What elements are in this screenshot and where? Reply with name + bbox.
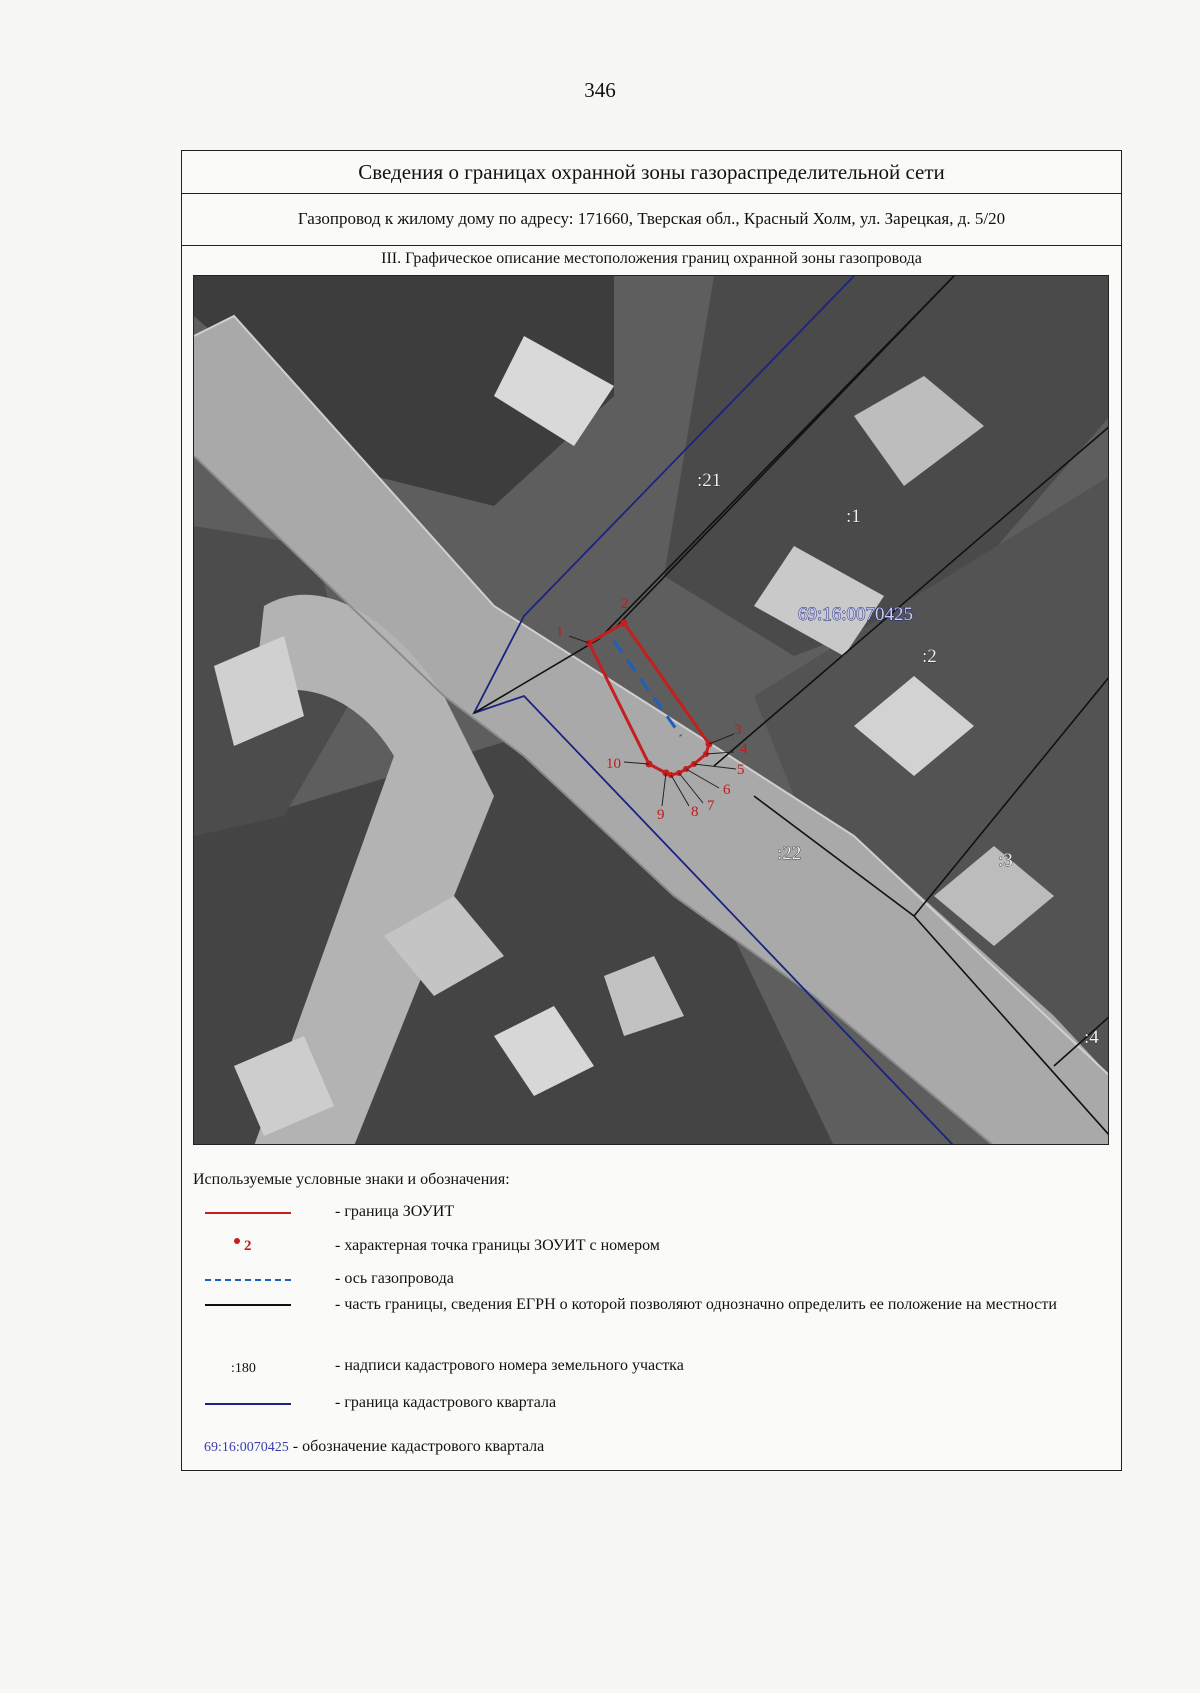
parcel-label-3: :3	[998, 850, 1013, 871]
legend-text: - граница ЗОУИТ	[335, 1203, 455, 1220]
point-label-3: 3	[734, 722, 742, 738]
legend-text: - граница кадастрового квартала	[335, 1394, 557, 1411]
legend-item-quarter-label	[204, 1438, 544, 1456]
legend-symbol-parcel-label: :180	[231, 1361, 256, 1376]
legend-item-parcel-boundary	[182, 1298, 1121, 1344]
legend-item-gas-axis	[182, 1265, 1121, 1295]
legend-item-quarter-boundary	[182, 1389, 1121, 1419]
legend-text: - часть границы, сведения ЕГРН о которой позволяют однозначно определить ее положение на местности	[335, 1296, 1057, 1313]
legend-text: - характерная точка границы ЗОУИТ с номером	[335, 1237, 660, 1254]
parcel-label-21: :21	[697, 470, 722, 491]
document-title: Сведения о границах охранной зоны газораспределительной сети	[182, 151, 1121, 194]
point-label-6: 6	[723, 782, 731, 798]
legend-item-parcel-label	[182, 1355, 1121, 1385]
document-frame	[181, 150, 1122, 1471]
point-label-2: 2	[621, 596, 629, 612]
point-label-9: 9	[657, 807, 665, 823]
point-label-10: 10	[606, 756, 621, 772]
parcel-label-22: :22	[777, 843, 802, 864]
object-address: Газопровод к жилому дому по адресу: 171660, Тверская обл., Красный Холм, ул. Зарецкая, д. 5/20	[182, 194, 1121, 246]
aerial-map[interactable]	[193, 275, 1109, 1145]
legend-text: - ось газопровода	[335, 1270, 454, 1287]
quarter-code: 69:16:0070425	[204, 1440, 289, 1455]
legend-item-zone-point	[182, 1232, 1121, 1262]
page-number: 346	[584, 78, 616, 102]
point-label-4: 4	[740, 741, 748, 757]
parcel-label-4: :4	[1084, 1027, 1099, 1048]
parcel-label-1: :1	[846, 506, 861, 527]
legend-symbol-black-line	[193, 1298, 303, 1328]
legend-symbol-red-line	[193, 1198, 303, 1228]
section-heading: III. Графическое описание местоположения границ охранной зоны газопровода	[381, 250, 922, 267]
legend-heading: Используемые условные знаки и обозначения:	[193, 1171, 510, 1188]
legend-symbol-blue-dashed-line	[193, 1265, 303, 1295]
point-label-8: 8	[691, 804, 699, 820]
point-label-1: 1	[556, 624, 564, 640]
legend-text: - надписи кадастрового номера земельного участка	[335, 1357, 684, 1374]
legend-symbol-navy-line	[193, 1389, 303, 1419]
point-label-5: 5	[737, 762, 745, 778]
quarter-text: - обозначение кадастрового квартала	[288, 1438, 545, 1455]
map-svg	[194, 276, 1109, 1145]
zone-point-2	[621, 620, 628, 627]
legend-symbol-red-point: 2	[193, 1232, 303, 1262]
legend-item-zone-boundary	[182, 1198, 1121, 1228]
point-label-7: 7	[707, 798, 715, 814]
quarter-label: 69:16:0070425	[798, 604, 914, 625]
parcel-label-2: :2	[922, 646, 937, 667]
